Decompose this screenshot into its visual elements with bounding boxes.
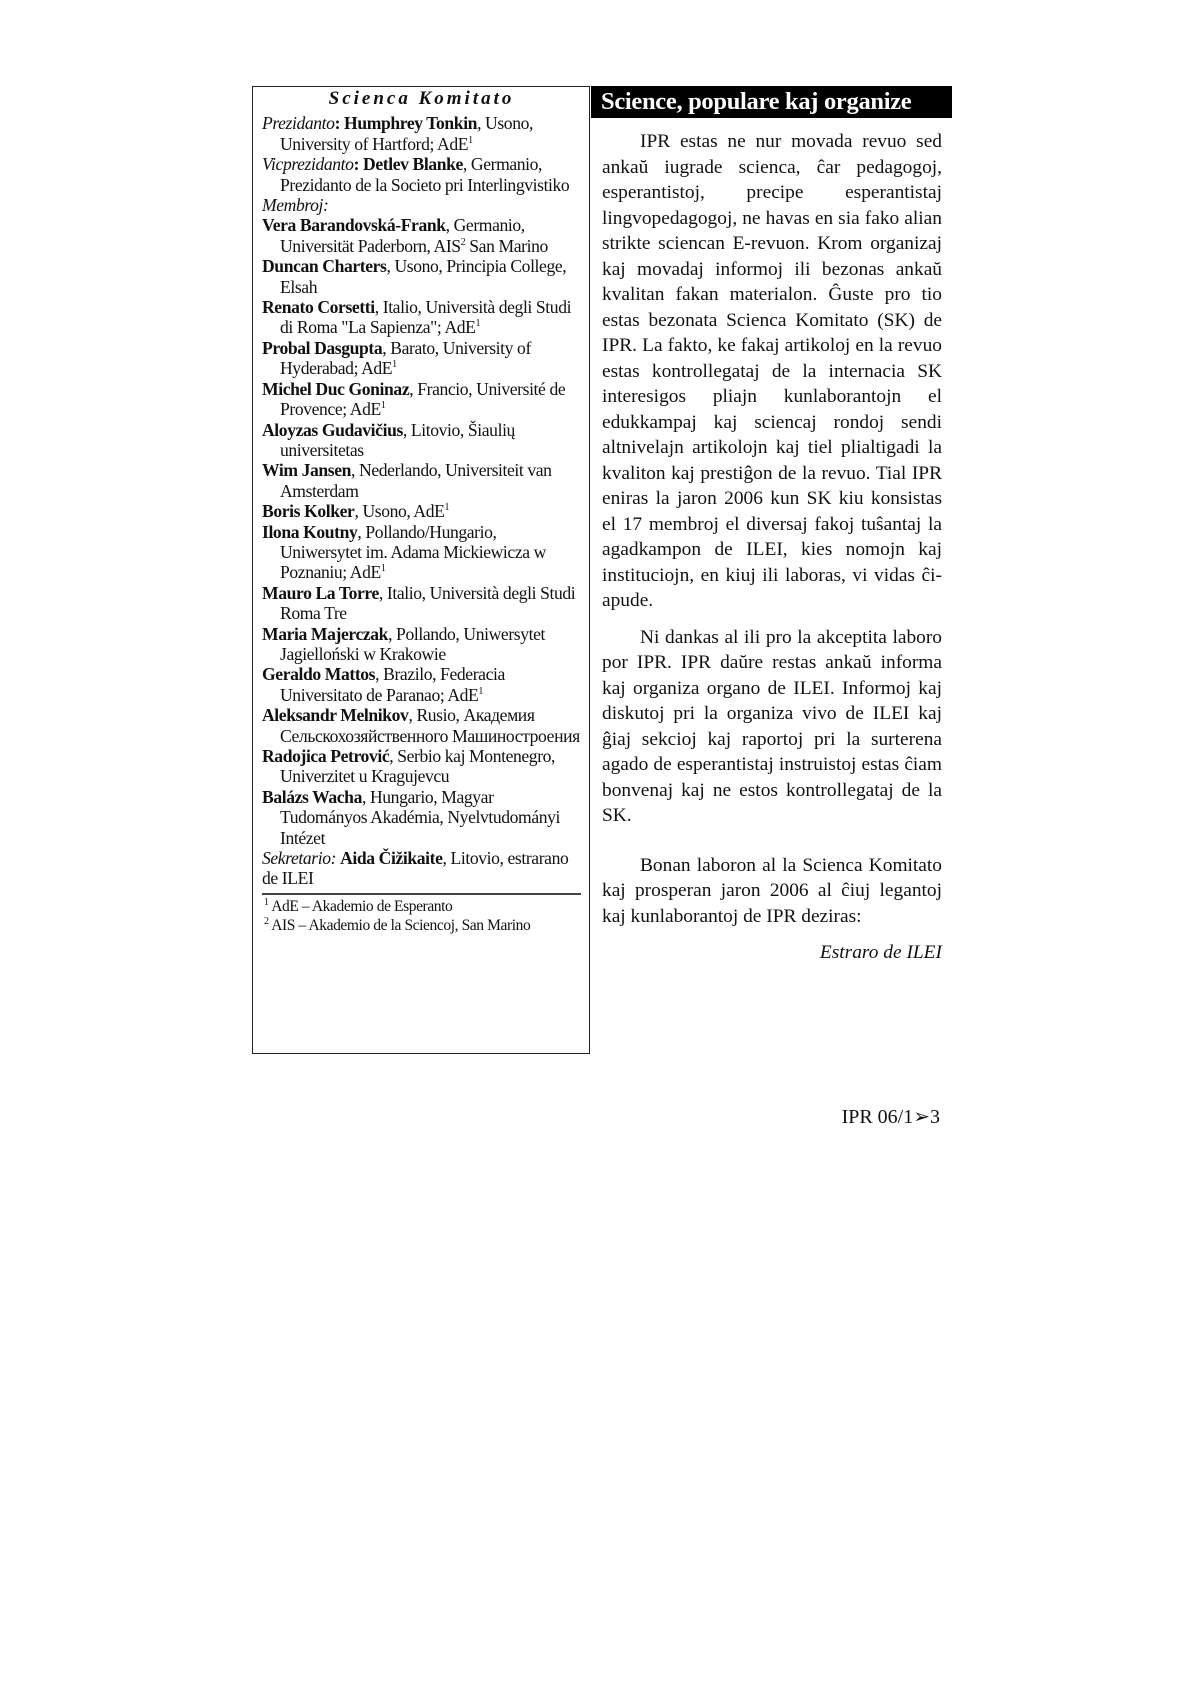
member-detail: , Francio, Université de Provence; AdE [280, 378, 566, 420]
footnote-mark: 1 [264, 896, 269, 908]
member-sup: 2 [460, 236, 466, 248]
member-detail: , Brazilo, Federacia Universitato de Paranao; AdE [280, 664, 505, 705]
committee-box [252, 86, 590, 1054]
president-detail: , Usono, University of Hartford; AdE [280, 113, 534, 154]
member-detail: , Barato, University of Hyderabad; AdE [280, 337, 531, 379]
member-sup: 1 [475, 318, 481, 330]
article-heading: Science, populare kaj organize [591, 86, 952, 118]
member-entry [262, 501, 581, 521]
footnotes [262, 893, 581, 935]
article-body [602, 129, 942, 966]
member-entry [262, 787, 581, 848]
member-sup: 1 [380, 563, 386, 575]
member-detail: , Hungario, Magyar Tudományos Akadémia, Nyelvtudományi Intézet [280, 786, 561, 848]
member-sup: 1 [478, 685, 484, 697]
member-detail: , Litovio, Šiaulių universitetas [280, 419, 515, 460]
member-name: Mauro La Torre [262, 582, 379, 603]
members-list [262, 215, 581, 848]
member-entry [262, 624, 581, 665]
member-name: Vera Barandovská-Frank [262, 215, 446, 236]
member-name: Geraldo Mattos [262, 664, 376, 685]
secretary-name: Aida Čižikaite [340, 848, 443, 869]
member-sup: 1 [392, 359, 397, 371]
member-entry [262, 256, 581, 297]
member-detail: , Germanio, Universität Paderborn, AIS [280, 215, 525, 256]
member-detail: , Italio, Università degli Studi di Roma "La Sapienza"; AdE [280, 297, 572, 338]
member-detail: , Usono, Principia College, Elsah [280, 256, 567, 297]
member-detail: , Italio, Università degli Studi Roma Tre [280, 582, 576, 624]
footnote [262, 897, 581, 916]
vice-president-detail: , Germanio, Prezidanto de la Societo pri Interlingvistiko [280, 154, 570, 195]
member-name: Duncan Charters [262, 256, 387, 277]
member-entry [262, 420, 581, 461]
member-entry [262, 338, 581, 379]
member-name: Aleksandr Melnikov [262, 705, 409, 726]
president-sup: 1 [468, 134, 473, 146]
president-role: Prezidanto [262, 113, 335, 134]
member-name: Ilona Koutny [262, 521, 358, 542]
footnote-text: AIS – Akademio de la Sciencoj, San Marino [268, 916, 531, 934]
secretary-detail: , Litovio, estrarano de ILEI [262, 848, 569, 889]
member-entry [262, 297, 581, 338]
member-detail: , Serbio kaj Montenegro, Univerzitet u Kragujevcu [280, 746, 556, 787]
member-entry [262, 583, 581, 624]
vice-president-name: Detlev Blanke [363, 154, 463, 175]
member-entry [262, 379, 581, 420]
member-name: Renato Corsetti [262, 297, 375, 318]
member-sup: 1 [444, 502, 450, 514]
secretary-entry [262, 848, 581, 889]
member-name: Radojica Petrović [262, 746, 390, 766]
member-entry [262, 705, 581, 746]
member-name: Michel Duc Goninaz [262, 378, 410, 399]
member-name: Maria Majerczak [262, 623, 389, 644]
member-name: Boris Kolker [262, 501, 355, 522]
president-name: Humphrey Tonkin [344, 113, 478, 134]
member-detail: , Nederlando, Universiteit van Amsterdam [280, 460, 552, 501]
member-entry [262, 460, 581, 501]
member-name: Balázs Wacha [262, 786, 362, 807]
article-paragraph: Ni dankas al ili pro la akceptita laboro por IPR. IPR daŭre restas ankaŭ informa kaj organiza organo de ILEI. Informoj kaj diskutoj pri la organiza vivo de ILEI kaj ĝiaj sekcioj kaj raportoj pri la surterena agado de esperantistaj instruistoj estas ĉiam bonvenaj kaj ne estos kontrollegataj de la SK. [602, 626, 942, 826]
member-detail: , Pollando, Uniwersytet Jagielloński w Krakowie [280, 623, 546, 664]
president-entry: Prezidanto: Humphrey Tonkin, Usono, University of Hartford; AdE$^1$ [262, 113, 534, 154]
member-entry [262, 522, 581, 583]
member-detail: , Pollando/Hungario, Uniwersytet im. Adama Mickiewicza w Poznaniu; AdE [280, 521, 546, 583]
article-paragraph: IPR estas ne nur movada revuo sed ankaŭ iugrade scienca, ĉar pedagogoj, esperantistoj, precipe esperantistaj lingvopedagogoj, ne havas en sia fako alian strikte sciencan E-revuon. Krom organizaj kaj movadaj informoj ili bezonas ankaŭ kvalitan fakan materialon. Ĝuste pro tio estas bezonata Scienca Komitato (SK) de IPR. La fakto, ke fakaj artikoloj en la revuo estas kontrollegataj de la internacia SK interesigos pliajn kunlaborantojn el edukkampaj kaj sciencaj rondoj sendi altnivelajn artikolojn kaj tiel plialtigadi la kvaliton kaj prestiĝon de la revuo. Tial IPR eniras la jaron 2006 kun SK kiu konsistas el 17 membroj el diversaj fakoj tuŝantaj la agadkampon de ILEI, kies nomojn kaj instituciojn, en kiuj ili laboras, vi vidas ĉi-apude. [602, 131, 942, 611]
committee-title: Scienca Komitato [328, 88, 515, 109]
article-paragraph: Bonan laboron al la Scienca Komitato kaj prosperan jaron 2006 al ĉiuj legantoj kaj kunlaborantoj de IPR deziras: [602, 854, 942, 927]
vice-president-role: Vicprezidanto [262, 154, 354, 175]
member-detail-after: San Marino [465, 235, 548, 256]
member-sup: 1 [380, 400, 386, 412]
member-name: Aloyzas Gudavičius [262, 419, 403, 440]
member-entry [262, 664, 581, 705]
secretary-role: Sekretario: [262, 848, 337, 869]
member-detail: , Rusio, Академия Сельскохозяйственного Машиностроения [280, 705, 580, 746]
footnote-text: AdE – Akademio de Esperanto [268, 897, 453, 915]
member-detail: , Usono, AdE [354, 501, 445, 522]
footnote-mark: 2 [264, 915, 269, 927]
member-name: Probal Dasgupta [262, 337, 383, 358]
member-entry [262, 746, 581, 787]
footnote [262, 916, 581, 935]
signature: Estraro de ILEI [819, 942, 942, 963]
page-number: IPR 06/1➢3 [841, 1106, 940, 1128]
members-label: Membroj: [262, 195, 329, 216]
member-name: Wim Jansen [262, 460, 352, 481]
vice-president-entry: Vicprezidanto: Detlev Blanke, Germanio, Prezidanto de la Societo pri Interlingvistiko [262, 154, 570, 195]
member-entry [262, 215, 581, 256]
